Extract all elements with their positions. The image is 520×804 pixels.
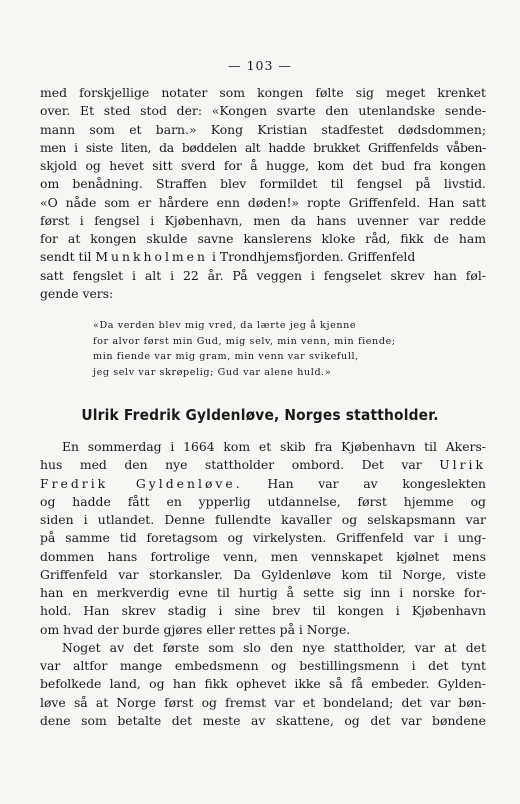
text-fragment: sendt til [40, 249, 96, 265]
text-line: over. Et sted stod der: «Kongen svarte den utenlandske sende- [40, 103, 486, 119]
text-line: siden i utlandet. Denne fullendte kavaller og selskapsmann var [40, 512, 486, 527]
text-line: på samme tid foretagsom og virkelysten. Griffenfeld var i ung- [40, 530, 486, 546]
text-line: dommen hans fortrolige venn, men vennskapet kjølnet mens [40, 548, 486, 564]
name-ulrik: Ulrik [439, 457, 486, 473]
text-line: Griffenfeld var storkansler. Da Gyldenløve kom til Norge, viste [40, 566, 486, 582]
text-line: for at kongen skulde savne kanslerens kloke råd, fikk de ham [40, 231, 486, 246]
text-line-ulrik [40, 456, 486, 474]
text-line: om hvad der burde gjøres eller rettes på i Norge. [40, 621, 351, 637]
text-line-fredrik [40, 475, 486, 493]
text-line: En sommerdag i 1664 kom et skib fra Kjøbenhavn til Akers- [62, 439, 486, 454]
text-fragment: hus med den nye stattholder ombord. Det var [40, 457, 440, 473]
place-name-munkholmen: Munkholmen [95, 249, 208, 265]
text-line: hold. Han skrev stadig i sine brev til kongen i Kjøbenhavn [40, 603, 486, 619]
text-line: han en merkverdig evne til hurtig å sette sig inn i norske for- [40, 585, 486, 600]
page-number: — 103 — [228, 58, 292, 73]
text-line: og hadde fått en ypperlig utdannelse, først hjemme og [40, 493, 486, 509]
text-fragment: i Trondhjemsfjorden. Griffenfeld [208, 249, 416, 265]
text-line: Noget av det første som slo den nye stattholder, var at det [62, 639, 486, 655]
verse-block [93, 318, 483, 380]
text-line: var altfor mange embedsmenn og bestillingsmenn i det tynt [40, 658, 486, 673]
verse-line: for alvor først min Gud, mig selv, min venn, min fiende; [93, 335, 396, 347]
text-line: satt fengslet i alt i 22 år. På veggen i fengselet skrev han føl- [40, 267, 486, 283]
text-line: med forskjellige notater som kongen følte sig meget krenket [40, 85, 486, 100]
text-line: løve så at Norge først og fremst var et bondeland; det var bøn- [40, 694, 486, 710]
text-line: «O nåde som er hårdere enn døden!» ropte Griffenfeld. Han satt [40, 194, 486, 210]
verse-line: min fiende var mig gram, min venn var svikefull, [93, 351, 359, 363]
verse-line: «Da verden blev mig vred, da lærte jeg å kjenne [93, 320, 357, 331]
section-heading: Ulrik Fredrik Gyldenløve, Norges stattholder. [81, 406, 439, 424]
text-line: først i fengsel i Kjøbenhavn, men da hans uvenner var redde [40, 212, 486, 228]
text-line: befolkede land, og han fikk ophevet ikke så få embeder. Gylden- [40, 676, 486, 692]
text-line: skjold og hevet sitt sverd for å hugge, kom det bud fra kongen [40, 158, 486, 173]
verse-line: jeg selv var skrøpelig; Gud var alene huld.» [93, 366, 332, 378]
text-line-munkholmen [40, 248, 486, 266]
paragraph-griffenfeld [40, 84, 486, 303]
text-line: dene som betalte det meste av skattene, og det var bøndene [40, 712, 486, 728]
text-line: gende vers: [40, 285, 114, 301]
text-fragment: Han var av kongeslekten [242, 475, 487, 491]
name-fredrik-gyldenlove: Fredrik Gyldenløve. [40, 475, 243, 491]
paragraph-gyldenlove [40, 438, 486, 730]
text-line: om benådning. Straffen blev formildet til fengsel på livstid. [40, 176, 486, 192]
text-line: men i siste liten, da bøddelen alt hadde brukket Griffenfelds våben- [40, 139, 486, 155]
text-line: mann som et barn.» Kong Kristian stadfestet dødsdommen; [40, 121, 486, 137]
